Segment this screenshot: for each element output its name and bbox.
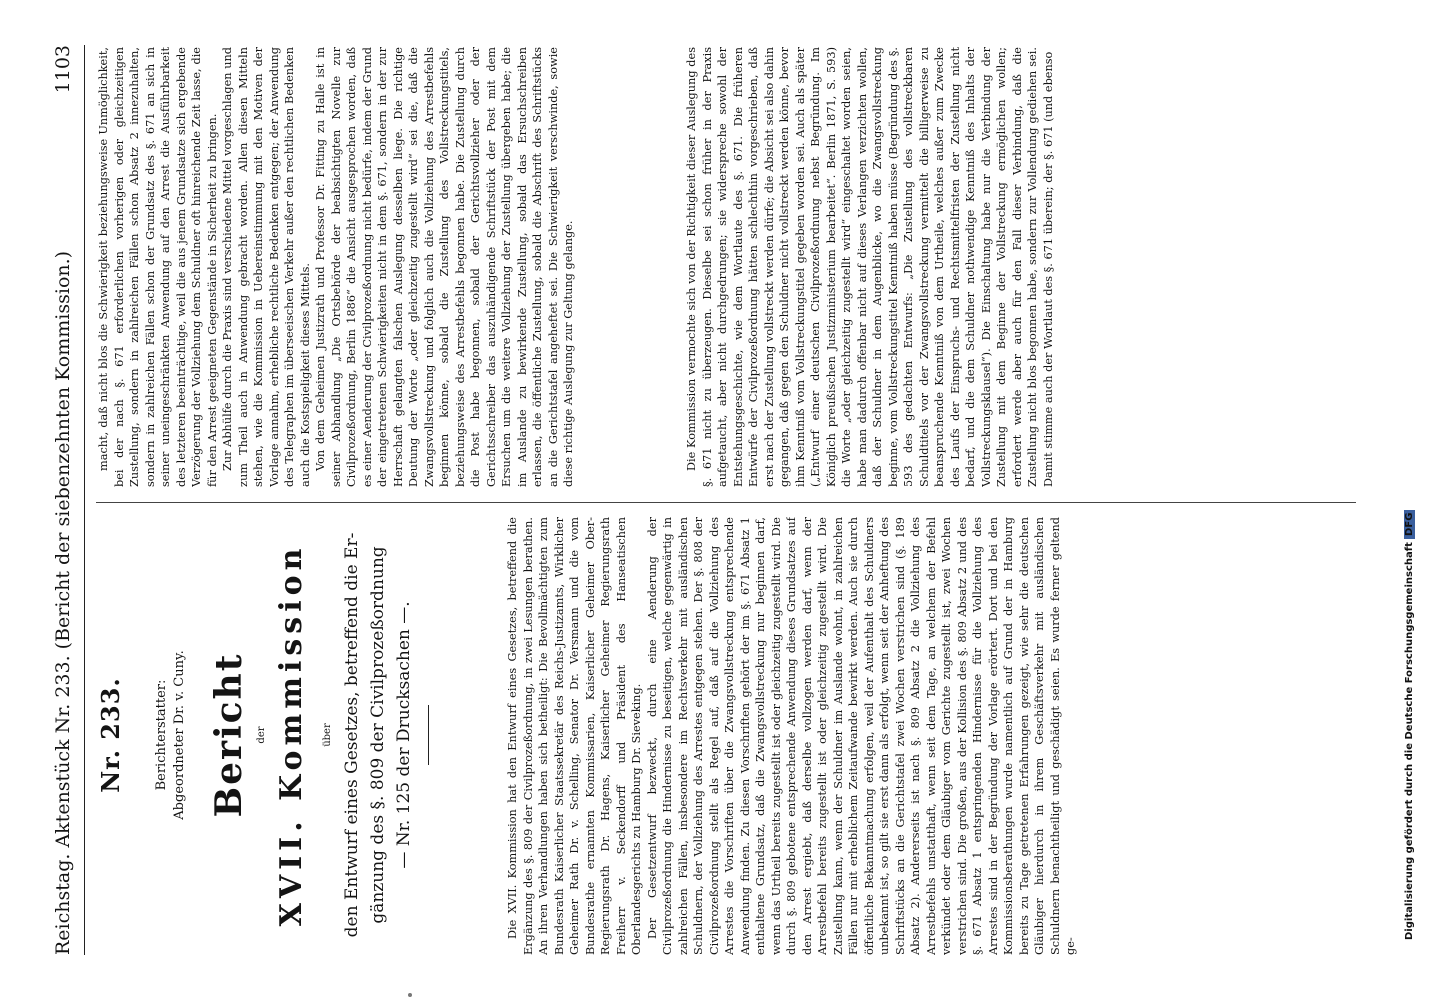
rapporteur-label: Berichterstatter: xyxy=(154,679,169,791)
title-block xyxy=(96,515,496,955)
title-rule xyxy=(428,705,429,765)
subject-line-1: den Entwurf eines Gesetzes, betreffend die Er- xyxy=(342,532,362,938)
digitization-text: Digitalisierung gefördert durch die Deutsche Forschungsgemeinschaft xyxy=(1404,542,1415,940)
scan-speck xyxy=(408,993,412,997)
paragraph: Zur Abhülfe durch die Praxis sind verschiedene Mittel vorgeschlagen und zum Theil auch in Anwendung gebracht worden. Allen diesen Mitteln stehen, wie die Kommission in Uebereinstimmung mit den Motiven der Vorlage annahm, erhebliche rechtliche Bedenken entgegen; der Anwendung des Telegraphen im überseeischen Verkehr außer den rechtlichen Bedenken auch die Kostspieligkeit dieses Mittels. xyxy=(221,47,312,487)
document-number: Nr. 233. xyxy=(96,677,125,793)
paragraph: Von dem Geheimen Justizrath und Professor Dr. Fitting zu Halle ist in seiner Abhandlung „Die Ortsbehörde der beabsichtigten Novelle zur Civilprozeßordnung, Berlin 1886“ die Ansicht ausgesprochen worden, daß es einer Aenderung der Civilprozeßordnung nicht bedürfe, indem der Grund der eingetretenen Schwierigkeiten nicht in dem §. 671, sondern in der zur Herrschaft gelangten falschen Auslegung desselben liege. Die richtige Deutung der Worte „oder gleichzeitig zugestellt wird“ sei die, daß die Zwangsvollstreckung und folglich auch die Vollziehung des Arrestbefehls beginnen könne, sobald die Zustellung des Vollstreckungstitels, beziehungsweise des Arrestbefehls begonnen habe. Die Zustellung durch die Post habe begonnen, sobald der Gerichtsvollzieher oder der Gerichtsschreiber das auszuhändigende Schriftstück der Post mit dem Ersuchen um die weitere Vollziehung der Zustellung übergeben habe; die im Auslande zu bewirkende Zustellung, sobald das Ersuchschreiben erlassen, die öffentliche Zustellung, sobald die Abschrift des Schriftstücks an die Gerichtstafel angeheftet sei. Die Schwierigkeit verschwinde, sowie diese richtige Auslegung zur Geltung gelange. xyxy=(314,47,575,487)
dfg-badge: DFG xyxy=(1404,510,1415,539)
heading-ueber: über xyxy=(322,723,333,747)
digitization-note xyxy=(1404,40,1426,940)
rapporteur-name: Abgeordneter Dr. v. Cuny. xyxy=(172,650,187,820)
heading-der: der xyxy=(256,726,267,744)
commission-name: XVII. Kommission xyxy=(274,543,309,927)
header-title: Reichstag. Aktenstück Nr. 233. (Bericht der siebenzehnten Kommission.) xyxy=(52,250,74,955)
column-divider xyxy=(96,502,1356,503)
paragraph: Die XVII. Kommission hat den Entwurf eines Gesetzes, betreffend die Ergänzung des §. 809 der Civilprozeßordnung, in zwei Lesungen berathen. An ihren Verhandlungen haben sich betheiligt: Die Bevollmächtigten zum Bundesrath Kaiserlicher Staatssekretär des Reichs-Justizamts, Wirklicher Geheimer Rath Dr. v. Schelling, Senator Dr. Versmann und die vom Bundesrathe ernannten Kommissarien, Kaiserlicher Geheimer Ober-Regierungsrath Dr. Hagens, Kaiserlicher Geheimer Regierungsrath Freiherr v. Seckendorff und Präsident des Hanseatischen Oberlandesgerichts zu Hamburg Dr. Sieveking. xyxy=(506,517,643,955)
left-column-text xyxy=(505,517,1345,955)
subject-line-2: gänzung des §. 809 der Civilprozeßordnung xyxy=(368,546,388,924)
paragraph: Die Kommission vermochte sich von der Richtigkeit dieser Auslegung des §. 671 nicht zu überzeugen. Dieselbe sei schon früher in der Praxis aufgetaucht, aber nicht durchgedrungen; sie widerspreche sowohl der Entstehungsgeschichte, wie dem Wortlaute des §. 671. Die früheren Entwürfe der Civilprozeßordnung hätten schlechthin vorgeschrieben, daß erst nach der Zustellung vollstreckt werden dürfe; die Absicht sei also dahin gegangen, daß gegen den Schuldner nicht vollstreckt werden könne, bevor ihm Kenntniß vom Vollstreckungstitel gegeben worden sei. Auch als später („Entwurf einer deutschen Civilprozeßordnung nebst Begründung. Im Königlich preußischen Justizministerium bearbeitet“. Berlin 1871, S. 593) die Worte „oder gleichzeitig zugestellt wird“ eingeschaltet worden seien, habe man dadurch offenbar nicht auf dieses Verlangen verzichten wollen, daß der Schuldner in dem Augenblicke, wo die Zwangsvollstreckung beginne, vom Vollstreckungstitel Kenntniß haben müsse (Begründung des §. 593 des gedachten Entwurfs: „Die Zustellung des vollstreckbaren Schuldtitels vor der Zwangsvollstreckung vermittelt die billigerweise zu beanspruchende Kenntniß von dem Urtheile, welches außer zum Zwecke des Laufs der Einspruchs- und Rechtsmittelfristen der Zustellung nicht bedarf, und die dem Schuldner nothwendige Kenntniß des Inhalts der Vollstreckungsklausel“). Die Einschaltung habe nur die Verbindung der Zustellung mit dem Beginne der Vollstreckung ermöglichen wollen; erfordert werde aber auch für den Fall dieser Verbindung, daß die Zustellung nicht blos begonnen habe, sondern zur Vollendung gediehen sei. Damit stimme auch der Wortlaut des §. 671 überein; der §. 671 (und ebenso xyxy=(685,47,1055,487)
right-column-top-text xyxy=(96,47,681,487)
paragraph: Der Gesetzentwurf bezweckt, durch eine Aenderung der Civilprozeßordnung die Hindernisse zu beseitigen, welche gegenwärtig in zahlreichen Fällen, insbesondere im Rechtsverkehr mit ausländischen Schuldnern, der Vollziehung des Arrestes entgegen stehen. Der §. 808 der Civilprozeßordnung stellt als Regel auf, daß auf die Vollziehung des Arrestes die Vorschriften über die Zwangsvollstreckung entsprechende Anwendung finden. Zu diesen Vorschriften gehört der im §. 671 Absatz 1 enthaltene Grundsatz, daß die Zwangsvollstreckung nur beginnen darf, wenn das Urtheil bereits zugestellt ist oder gleichzeitig zugestellt wird. Die durch §. 809 gebotene entsprechende Anwendung dieses Grundsatzes auf den Arrest ergiebt, daß derselbe vollzogen werden darf, wenn der Arrestbefehl bereits zugestellt ist oder gleichzeitig zugestellt wird. Die Zustellung kann, wenn der Schuldner im Auslande wohnt, in zahlreichen Fällen nur mit erheblichem Zeitaufwande bewirkt werden. Auch sie durch öffentliche Bekanntmachung erfolgen, weil der Aufenthalt des Schuldners unbekannt ist, so gilt sie erst dann als erfolgt, wenn seit der Anheftung des Schriftstücks an die Gerichtstafel zwei Wochen verstrichen sind (§. 189 Absatz 2). Andererseits ist nach §. 809 Absatz 2 die Vollziehung des Arrestbefehls unstatthaft, wenn seit dem Tage, an welchem der Befehl verkündet oder dem Gläubiger vom Gerichte zugestellt ist, zwei Wochen verstrichen sind. Die großen, aus der Kollision des §. 809 Absatz 2 und des §. 671 Absatz 1 entspringenden Hindernisse für die Vollziehung des Arrestes sind in der Begründung der Vorlage erörtert. Dort und bei den Kommissionsberathungen wurde namentlich auf Grund der in Hamburg bereits zu Tage getretenen Erfahrungen gezeigt, wie sehr die deutschen Gläubiger hierdurch in ihrem Geschäftsverkehr mit ausländischen Schuldnern benachtheiligt und geschädigt seien. Es wurde ferner geltend ge- xyxy=(645,517,1077,955)
paragraph: macht, daß nicht blos die Schwierigkeit beziehungsweise Unmöglichkeit, bei der nach §. 671 erforderlichen vorherigen oder gleichzeitigen Zustellung, sondern in zahlreichen Fällen schon Absatz 2 innezuhalten, sondern in zahlreichen Fällen schon der Grundsatz des §. 671 an sich in seiner uneingeschränkten Anwendung auf den Arrest die Ausführbarkeit des letzteren beeinträchtige, weil die aus jenem Grundsatze sich ergebende Verzögerung der Vollziehung dem Schuldner oft hinreichende Zeit lasse, die für den Arrest geeigneten Gegenstände in Sicherheit zu bringen. xyxy=(97,47,219,487)
page-header xyxy=(52,45,82,955)
report-heading: Bericht xyxy=(208,652,250,818)
header-rule xyxy=(84,45,85,955)
subject-line-3: — Nr. 125 der Drucksachen —. xyxy=(394,601,414,869)
page-number: 1103 xyxy=(52,45,74,94)
right-column-bottom-text xyxy=(684,47,1344,487)
